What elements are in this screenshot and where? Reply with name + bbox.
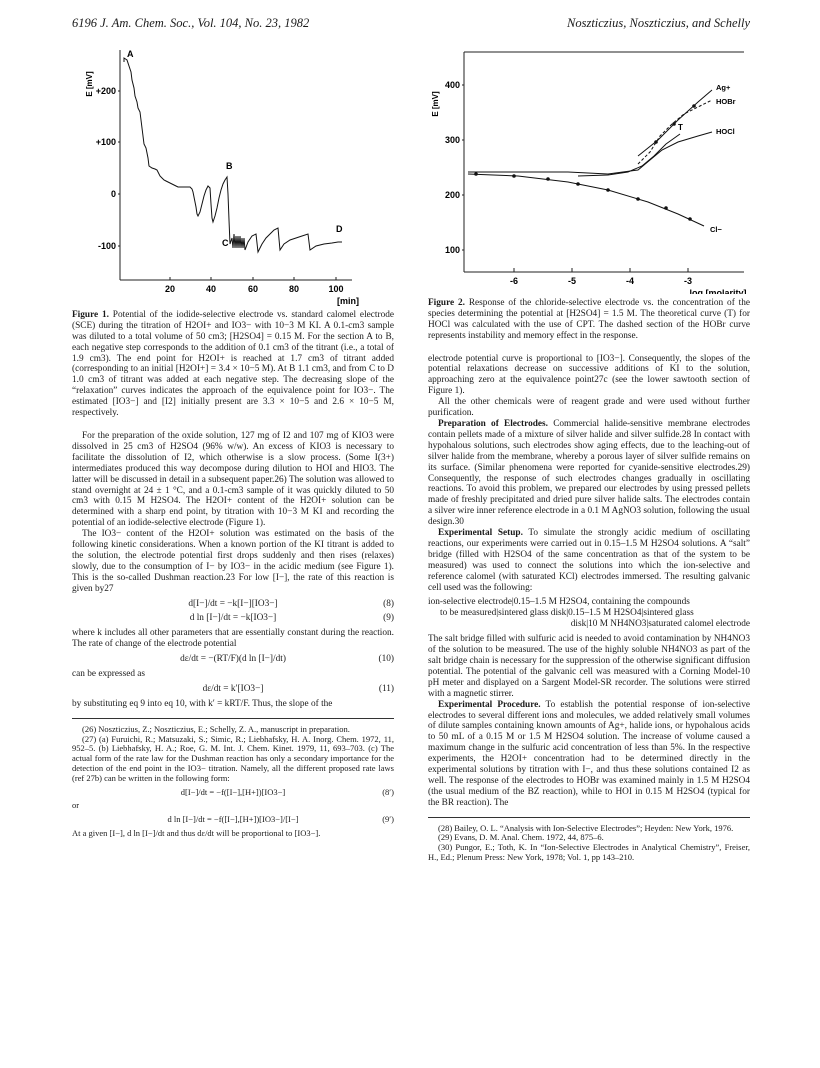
series-hocl [468, 132, 712, 174]
series-label-ag: Ag+ [716, 83, 731, 92]
figure-1-label-b: B [226, 161, 233, 171]
cell-line: ion-selective electrode|0.15–1.5 M H2SO4, containing the compounds [428, 597, 690, 608]
x-tick-label: 100 [328, 284, 344, 294]
equation-9-prime: d ln [I−]/dt = −f([I−],[H+])[IO3−]/[I−] (9′) [167, 814, 394, 825]
footnote-27-end: At a given [I−], d ln [I−]/dt and thus dε/dt will be proportional to [IO3−]. [72, 827, 321, 838]
footnote-26: (26) Noszticzius, Z.; Noszticzius, E.; Schelly, Z. A., manuscript in preparation. [82, 723, 350, 734]
figure-2-caption-lead: Figure 2. [428, 297, 465, 308]
y-tick-label: 100 [444, 245, 460, 255]
series-label-hobr: HOBr [716, 97, 736, 106]
y-tick-label: 0 [110, 189, 116, 199]
body-paragraph: electrode potential curve is proportional to [IO3−]. Consequently, the slopes of the potential relaxations decrease on successive additions of KI to the solution, approaching zero at the equivalence point27c (see the lower sawtooth section of Figure 1). [428, 353, 750, 397]
x-tick-label: -3 [683, 276, 693, 286]
footnote-or: or [72, 800, 80, 811]
x-tick-label: -6 [509, 276, 519, 286]
figure-1-caption [72, 310, 394, 419]
footnote-rule [428, 817, 750, 818]
data-point [688, 217, 692, 221]
figure-1-label-a: A [127, 49, 134, 59]
right-column [428, 44, 750, 863]
section-heading: Experimental Setup. [438, 528, 523, 539]
data-point [474, 172, 478, 176]
data-point [512, 174, 516, 178]
x-unit-label: [min] [337, 296, 359, 306]
series-label-cl: Cl− [710, 225, 722, 234]
footnote-30: (30) Pungor, E.; Toth, K. In “Ion-Selective Electrodes in Analytical Chemistry”, Freiser, H., Ed.; Plenum Press: New York, 1978; Vol. 1, pp 143–210. [428, 842, 750, 863]
body-paragraph: The IO3− content of the H2OI+ solution was estimated on the basis of the following kinetic considerations. When a known portion of the KI titrant is added to the solution, the electrode potential first drops suddenly and then rises (relaxes) slowly, due to the consumption of I− by IO3− in the acidic medium (see Figure 1). This is the so-called Dushman reaction.23 For low [I−], the rate of this reaction is given by27 [72, 529, 394, 594]
y-tick-label: +200 [95, 86, 116, 96]
footnote-29: (29) Evans, D. M. Anal. Chem. 1972, 44, 875–6. [438, 832, 604, 843]
running-header-left: 6196 J. Am. Chem. Soc., Vol. 104, No. 23, 1982 [72, 16, 310, 30]
figure-1-label-c: C [222, 238, 229, 248]
series-label-hocl: HOCl [716, 127, 735, 136]
equation-9: d ln [I−]/dt = −k[IO3−] (9) [189, 613, 394, 624]
x-tick-label: -5 [567, 276, 577, 286]
x-tick-label: -4 [625, 276, 635, 286]
cell-line: to be measured|sintered glass disk|0.15–1.5 M H2SO4|sintered glass [440, 608, 694, 619]
figure-1-caption-lead: Figure 1. [72, 309, 109, 320]
cell-line: disk|10 M NH4NO3|saturated calomel electrode [570, 619, 750, 630]
body-paragraph: All the other chemicals were of reagent grade and were used without further purification. [428, 397, 750, 419]
footnote-28: (28) Bailey, O. L. “Analysis with Ion-Selective Electrodes”; Heyden: New York, 1976. [438, 822, 734, 833]
x-tick-label: 80 [288, 284, 300, 294]
figure-2-xlabel: log [molarity] [689, 288, 747, 294]
galvanic-cell [428, 597, 750, 630]
body-paragraph: where k includes all other parameters that are essentially constant during the reaction. The rate of change of the electrode potential [72, 628, 394, 650]
figure-2-caption-text: Response of the chloride-selective electrode vs. the concentration of the species determining the potential at [H2SO4] = 1.5 M. The theoretical curve (T) for HOCl was calculated with the use of CPT. The dashed section of the HOBr curve represents instability and memory effect in the response. [428, 297, 751, 341]
figure-2-caption [428, 298, 750, 342]
y-tick-label: 200 [444, 190, 460, 200]
section-heading: Preparation of Electrodes. [438, 418, 548, 429]
running-header-right: Noszticzius, Noszticzius, and Schelly [567, 16, 750, 30]
data-point [606, 188, 610, 192]
body-paragraph: can be expressed as [72, 669, 146, 680]
x-tick-label: 20 [164, 284, 176, 294]
footnotes-left [72, 725, 394, 839]
series-label-t: T [678, 123, 683, 132]
data-point [692, 104, 696, 108]
series-t [578, 134, 680, 176]
body-paragraph: by substituting eq 9 into eq 10, with k′ = kRT/F. Thus, the slope of the [72, 698, 333, 709]
y-tick-label: 400 [444, 80, 460, 90]
footnote-rule [72, 718, 394, 719]
figure-1-plot [72, 44, 394, 306]
x-tick-label: 40 [205, 284, 217, 294]
footnotes-right [428, 824, 750, 863]
figure-2-ylabel: E [mV] [431, 91, 440, 117]
series-cl [468, 174, 704, 226]
series-hobr [638, 100, 712, 164]
y-tick-label: 300 [444, 135, 460, 145]
y-tick-label: +100 [95, 137, 116, 147]
data-point [636, 197, 640, 201]
section-heading: Experimental Procedure. [438, 699, 541, 710]
figure-1-curve [124, 58, 342, 252]
data-point [664, 206, 668, 210]
body-paragraph: Experimental Setup. To simulate the strongly acidic medium of oscillating reactions, our experiments were carried out in 0.15–1.5 M H2SO4 solutions. A “salt” bridge (filled with H2SO4 of the same concentration as that of the system to be measured) was used to connect the solutions into which the ion-selective and reference calomel (with saturated KCl) electrodes immersed. The resulting galvanic cell used was the following: [428, 528, 750, 593]
figure-1-label-d: D [336, 224, 343, 234]
footnote-27: (27) (a) Furuichi, R.; Matsuzaki, S.; Simic, R.; Liebhafsky, H. A. Inorg. Chem. 1972, 11, 952–5. (b) Liebhafsky, H. A.; Roe, G. M. Int. J. Chem. Kinet. 1979, 11, 693–703. (c) The actual form of the rate law for the Dushman reaction has only a secondary importance for the detection of the end point in the IO3− titration. Namely, all the different proposed rate laws (ref 27b) can be written in the following form: [72, 733, 394, 783]
figure-2-plot [428, 44, 750, 294]
body-paragraph: Experimental Procedure. To establish the potential response of ion-selective electrodes to several different ions and molecules, we added relatively small volumes of dilute samples containing known amounts of Ag+, halide ions, or hypohalous acids to 50 mL of a 0.15 M or 1.5 M H2SO4 solution. The increase of volume caused a maximum change in the sulfuric acid concentration of less than 5%. In the respective experiments, the H2OI+ concentration had to be determined directly in the experimental solutions by titration with I−, and thus these solutions contained I2 as well. The response of the electrodes to HOBr was examined mainly in 1.5 M H2SO4 (the usual medium of the BZ reaction), while to HOI in 0.15 M H2SO4 (typical for the BR reaction). The [428, 699, 750, 808]
equation-8: d[I−]/dt = −k[I−][IO3−] (8) [188, 598, 394, 609]
equation-11: dε/dt = k′[IO3−] (11) [202, 684, 394, 694]
body-paragraph: Preparation of Electrodes. Commercial halide-sensitive membrane electrodes contain pellets made of a mixture of silver halide and silver sulfide.28 In contact with hypohalous solutions, such electrodes show aging effects, due to the leaching-out of silver halide from the membrane, whereby a porous layer of silver sulfide remains on its surface. (Similar phenomena were reported for cyanide-sensitive electrodes.29) Consequently, the response of such electrodes changes gradually in oscillating reactions. To avoid this problem, we prepared our electrodes by using pressed pellets made of freshly precipitated and dried pure silver halide salts. The electrodes contain a silver wire inner reference electrode in a 0.1 M AgNO3 solution, following the usual design.30 [428, 418, 750, 528]
figure-1-ylabel: E [mV] [85, 71, 94, 97]
data-point [546, 177, 550, 181]
equation-10: dε/dt = −(RT/F)(d ln [I−]/dt) (10) [180, 654, 394, 665]
body-paragraph: The salt bridge filled with sulfuric acid is needed to avoid contamination by NH4NO3 of the solution to be measured. The use of the highly soluble NH4NO3 as part of the salt bridge chain is necessary for the suppression of the otherwise significant diffusion potential. The potential of the galvanic cell was measured with a Corning Model-10 pH meter and displayed on a Sargent Model-SR recorder. The solutions were stirred with a magnetic stirrer. [428, 634, 750, 699]
equation-8-prime: d[I−]/dt = −f([I−],[H+])[IO3−] (8′) [180, 786, 394, 797]
figure-1-caption-text: Potential of the iodide-selective electrode vs. standard calomel electrode (SCE) during the titration of H2OI+ and IO3− with 10−3 M KI. A 0.1-cm3 sample was diluted to a total volume of 50 cm3; [H2SO4] = 0.15 M. For the section A to B, each negative step corresponds to the addition of 0.1 cm3 of the titrant (i.e., a total of 1.9 cm3). The end point for H2OI+ is reached at 1.7 cm3 of titrant added (corresponding to an initial [H2OI+] = 3.4 × 10−5 M). At B 1.1 cm3, and from C to D 1.0 cm3 of titrant was added at each negative step. The decreasing slope of the “relaxation” curves indicates the approach of the equivalence point for IO3−. The estimated [IO3−] and [I2] initially present are 3.3 × 10−5 and 2.6 × 10−5 M, respectively. [72, 309, 395, 419]
x-tick-label: 60 [247, 284, 259, 294]
y-tick-label: -100 [97, 241, 116, 251]
left-column [72, 44, 394, 839]
body-paragraph: For the preparation of the oxide solution, 127 mg of I2 and 107 mg of KIO3 were dissolved in 25 cm3 of H2SO4 (96% w/w). An excess of KIO3 is necessary to facilitate the dissolution of I2, which otherwise is a slow process. (Some I(3+) intermediates produced this way decompose during dilution to HOI and HIO3. The latter will be discussed in detail in a subsequent paper.26) The solution was allowed to stand overnight at 24 ± 1 °C, and a 0.1-cm3 sample of it was quickly diluted to 50 cm3 with 0.15 M H2SO4. The H2OI+ content of the H2OI+ solution can be determined with a sharp end point, by titration with 10−3 M KI and recording the potential of an iodide-selective electrode (Figure 1). [72, 430, 394, 529]
data-point [576, 182, 580, 186]
